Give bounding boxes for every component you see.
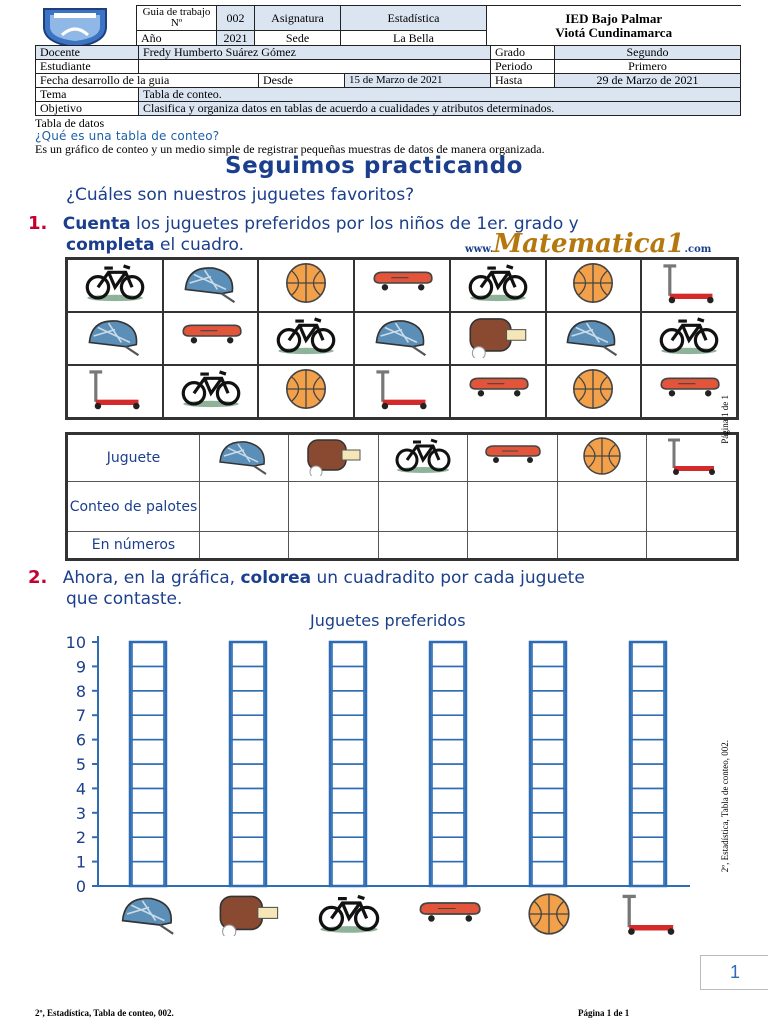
skateboard-icon (179, 314, 243, 358)
helmet-icon (179, 261, 243, 305)
guia-value: 002 (217, 6, 255, 31)
bar-cell (632, 788, 664, 812)
docente-label: Docente (36, 46, 139, 60)
ano-value: 2021 (217, 31, 255, 46)
skateboard-icon (370, 261, 434, 305)
category-icon (416, 892, 484, 938)
step1-bold2: completa (66, 235, 155, 255)
grado-value: Segundo (555, 46, 741, 60)
school-logo (40, 5, 110, 49)
bar-chart (50, 630, 700, 940)
grid-cell (641, 259, 737, 313)
periodo-value: Primero (555, 60, 741, 74)
bar-cell (132, 715, 164, 739)
bar-cell (432, 837, 464, 861)
bar-cell (532, 740, 564, 764)
helmet-icon (561, 314, 625, 358)
y-tick-label: 8 (75, 681, 86, 701)
guia-label: Guia de trabajo Nº (137, 6, 217, 31)
tally-row3-label: En números (67, 532, 200, 560)
desde-value: 15 de Marzo de 2021 (345, 74, 491, 88)
side-file-label: 2º, Estadística, Tabla de conteo, 002. (720, 740, 730, 873)
bar-cell (432, 813, 464, 837)
bar-cell (132, 837, 164, 861)
y-tick-label: 2 (75, 828, 86, 848)
intro-question: ¿Qué es una tabla de conteo? (35, 129, 220, 143)
number-cell[interactable] (200, 532, 289, 560)
grid-cell (163, 365, 259, 419)
scooter-icon (657, 261, 721, 305)
intro (35, 117, 545, 156)
bike-icon (179, 367, 243, 411)
step1-text2: el cuadro. (154, 235, 245, 255)
tally-cell[interactable] (468, 482, 557, 532)
grid-cell (450, 365, 546, 419)
footer-right: Página 1 de 1 (578, 1008, 630, 1018)
category-icon (616, 892, 684, 938)
objetivo-value: Clasifica y organiza datos en tablas de acuerdo a cualidades y atributos determinados. (139, 102, 741, 116)
bar-cell (132, 740, 164, 764)
grid-cell (258, 259, 354, 313)
bar-cell (132, 642, 164, 666)
number-cell[interactable] (557, 532, 646, 560)
y-tick-label: 7 (75, 706, 86, 726)
grid-cell (354, 365, 450, 419)
footer-left: 2º, Estadística, Tabla de conteo, 002. (35, 1008, 174, 1018)
sede-value: La Bella (341, 31, 487, 46)
bar-cell (532, 691, 564, 715)
bar-cell (632, 837, 664, 861)
bar-cell (332, 666, 364, 690)
fecha-label: Fecha desarrollo de la guia (36, 74, 259, 88)
step2-text1: Ahora, en la gráfica, (62, 568, 241, 588)
ball-icon (274, 261, 338, 305)
scooter-icon (616, 892, 682, 936)
watermark-suffix: .com (684, 244, 712, 255)
grid-cell (450, 259, 546, 313)
school-name: IED Bajo Palmar (565, 10, 663, 26)
ball-icon (561, 367, 625, 411)
y-tick-label: 4 (75, 779, 86, 799)
grid-row (67, 312, 738, 365)
worksheet-title: Seguimos practicando (225, 153, 523, 179)
periodo-label: Periodo (491, 60, 555, 74)
paddle-icon (216, 892, 282, 936)
step1-bold1: Cuenta (62, 214, 131, 234)
y-tick-label: 9 (75, 657, 86, 677)
y-tick-label: 5 (75, 755, 86, 774)
bar-cell (332, 837, 364, 861)
bar-cell (632, 813, 664, 837)
bar-cell (132, 691, 164, 715)
grid-cell (258, 365, 354, 419)
y-tick-label: 10 (65, 633, 86, 652)
worksheet-subtitle: ¿Cuáles son nuestros juguetes favoritos? (66, 185, 415, 205)
bar-cell (532, 642, 564, 666)
bar-cell (432, 642, 464, 666)
bar-cell (532, 837, 564, 861)
asignatura-label: Asignatura (255, 6, 341, 31)
bar-cell (332, 691, 364, 715)
bar-cell (132, 862, 164, 886)
number-cell[interactable] (378, 532, 467, 560)
side-page-label: Página 1 de 1 (720, 395, 730, 444)
tally-table (65, 432, 739, 561)
bike-icon (392, 436, 454, 476)
bike-icon (316, 892, 382, 936)
watermark (465, 229, 711, 259)
bar-cell (532, 666, 564, 690)
tally-row1-label: Juguete (67, 434, 200, 482)
step2-number: 2. (28, 567, 48, 588)
paddle-icon (303, 436, 365, 476)
bar-cell (432, 715, 464, 739)
bar-cell (132, 813, 164, 837)
bar-cell (232, 740, 264, 764)
grid-cell (67, 365, 163, 419)
bar-cell (532, 862, 564, 886)
bar-cell (132, 764, 164, 788)
bar-cell (632, 691, 664, 715)
bar-cell (432, 862, 464, 886)
hasta-label: Hasta (491, 74, 555, 88)
bike-icon (657, 314, 721, 358)
bar-cell (632, 862, 664, 886)
bar-cell (332, 862, 364, 886)
intro-heading: Tabla de datos (35, 116, 105, 130)
bar-cell (332, 740, 364, 764)
bar-cell (232, 691, 264, 715)
bar-cell (632, 715, 664, 739)
grid-cell (163, 259, 259, 313)
bar-cell (432, 666, 464, 690)
tally-cell[interactable] (557, 482, 646, 532)
tally-toy-1 (200, 434, 289, 482)
grid-cell (354, 312, 450, 365)
tally-row2-label: Conteo de palotes (67, 482, 200, 532)
y-tick-label: 1 (75, 852, 86, 872)
bar-cell (432, 691, 464, 715)
watermark-main: Matematica1 (493, 229, 685, 259)
number-cell[interactable] (468, 532, 557, 560)
step1-text1: los juguetes preferidos por los niños de 1er. grado y (130, 214, 579, 234)
tally-cell[interactable] (647, 482, 738, 532)
ball-icon (274, 367, 338, 411)
bar-cell (332, 764, 364, 788)
bar-cell (532, 764, 564, 788)
bar-cell (232, 862, 264, 886)
skateboard-icon (416, 892, 482, 936)
bar-cell (232, 666, 264, 690)
step2-text3: que contaste. (66, 589, 183, 609)
grid-cell (450, 312, 546, 365)
grid-cell (67, 312, 163, 365)
sede-label: Sede (255, 31, 341, 46)
bar-cell (232, 813, 264, 837)
scooter-icon (83, 367, 147, 411)
step2-bold: colorea (240, 568, 312, 588)
grid-cell (546, 312, 642, 365)
number-cell[interactable] (289, 532, 378, 560)
objetivo-label: Objetivo (36, 102, 139, 116)
bar-cell (432, 788, 464, 812)
bar-cell (532, 715, 564, 739)
ano-label: Año (137, 31, 217, 46)
bar-cell (632, 740, 664, 764)
tally-toy-4 (468, 434, 557, 482)
ball-icon (571, 436, 633, 476)
ball-icon (516, 892, 582, 936)
toy-grid (65, 257, 739, 420)
grid-cell (354, 259, 450, 313)
tally-toy-3 (378, 434, 467, 482)
estudiante-value[interactable] (139, 60, 491, 74)
tema-value: Tabla de conteo. (139, 88, 741, 102)
intro-answer: Es un gráfico de conteo y un medio simple de registrar pequeñas muestras de datos de manera organizada. (35, 142, 545, 156)
grid-cell (258, 312, 354, 365)
tally-cell[interactable] (200, 482, 289, 532)
grid-cell (546, 259, 642, 313)
school-block (487, 6, 741, 46)
grid-row (67, 365, 738, 419)
step1-number: 1. (28, 213, 48, 234)
category-icon (316, 892, 384, 938)
skateboard-icon (657, 367, 721, 411)
tally-cell[interactable] (378, 482, 467, 532)
step2-instruction (28, 567, 768, 610)
category-icon (516, 892, 584, 938)
grado-label: Grado (491, 46, 555, 60)
bar-cell (432, 764, 464, 788)
bar-cell (232, 642, 264, 666)
bike-icon (466, 261, 530, 305)
bar-cell (132, 788, 164, 812)
watermark-prefix: www. (465, 244, 494, 255)
scooter-icon (661, 436, 723, 476)
number-cell[interactable] (647, 532, 738, 560)
grid-cell (163, 312, 259, 365)
bar-cell (232, 837, 264, 861)
grid-cell (67, 259, 163, 313)
bar-cell (332, 715, 364, 739)
bar-cell (332, 788, 364, 812)
scooter-icon (370, 367, 434, 411)
page-number: 1 (700, 955, 768, 990)
skateboard-icon (466, 367, 530, 411)
hasta-value: 29 de Marzo de 2021 (555, 74, 741, 88)
estudiante-label: Estudiante (36, 60, 139, 74)
grid-cell (546, 365, 642, 419)
skateboard-icon (481, 436, 543, 476)
ball-icon (561, 261, 625, 305)
asignatura-value: Estadística (341, 6, 487, 31)
header-table-top (136, 5, 741, 46)
y-tick-label: 0 (75, 877, 86, 896)
tally-toy-5 (557, 434, 646, 482)
helmet-icon (116, 892, 182, 936)
category-icon (216, 892, 284, 938)
docente-value: Fredy Humberto Suárez Gómez (139, 46, 491, 60)
school-place: Viotá Cundinamarca (555, 24, 673, 40)
tally-toy-2 (289, 434, 378, 482)
y-tick-label: 3 (75, 803, 86, 823)
bar-cell (232, 788, 264, 812)
desde-label: Desde (259, 74, 345, 88)
bar-cell (232, 764, 264, 788)
helmet-icon (213, 436, 275, 476)
bar-cell (432, 740, 464, 764)
bar-cell (232, 715, 264, 739)
header-table-info (35, 45, 741, 116)
bar-cell (632, 666, 664, 690)
bar-cell (532, 788, 564, 812)
step2-text2: un cuadradito por cada juguete (311, 568, 585, 588)
bar-cell (332, 642, 364, 666)
helmet-icon (370, 314, 434, 358)
grid-cell (641, 312, 737, 365)
bike-icon (83, 261, 147, 305)
bike-icon (274, 314, 338, 358)
bar-cell (632, 642, 664, 666)
bar-cell (532, 813, 564, 837)
grid-row (67, 259, 738, 313)
category-icon (116, 892, 184, 938)
tally-cell[interactable] (289, 482, 378, 532)
tema-label: Tema (36, 88, 139, 102)
bar-cell (632, 764, 664, 788)
bar-cell (132, 666, 164, 690)
helmet-icon (83, 314, 147, 358)
paddle-icon (466, 314, 530, 358)
bar-cell (332, 813, 364, 837)
y-tick-label: 6 (75, 730, 86, 750)
chart-title: Juguetes preferidos (310, 611, 466, 630)
